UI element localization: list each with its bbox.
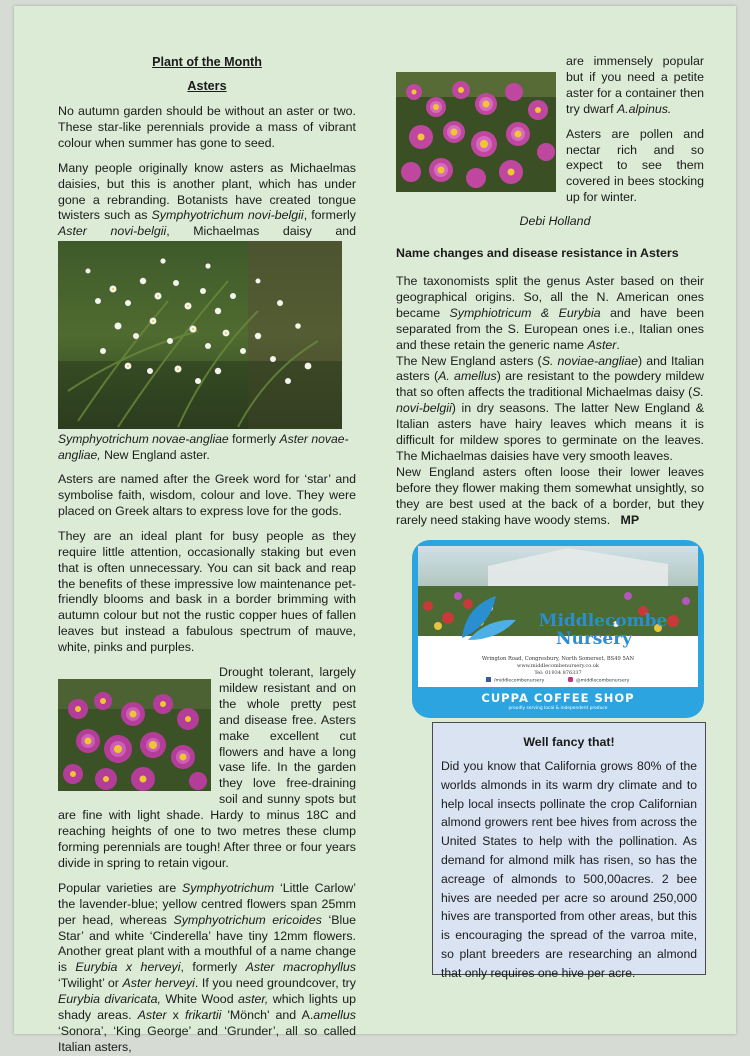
nursery-website: www.middlecombenursery.co.uk xyxy=(517,663,599,669)
rebranding-paragraph: Many people originally know asters as Michaelmas daisies, but this is another plant, which has under gone a rebranding. Botanists have created tongue twisters such as Symphyotrichum novi-belgii, formerly Aster novi-belgii, Michaelmas daisy and xyxy=(58,160,356,239)
nursery-advert-inner xyxy=(418,546,698,712)
pink-aster-photo xyxy=(396,72,556,192)
nursery-address: Wrington Road, Congresbury, North Somerset, BS49 5AN xyxy=(481,656,635,662)
taxonomy-paragraph: The taxonomists split the genus Aster based on their geographical origins. So, all the N. American ones became Symphiotricum & Eurybia and have been separated from the S. European ones i.e., Italian ones and these retain the generic name Aster. xyxy=(396,273,704,352)
instagram-icon xyxy=(568,677,573,682)
nursery-phone: Tel: 01934 876337 xyxy=(534,670,582,676)
drought-paragraph: Drought tolerant, largely mildew resistant and on the whole pretty pest and disease free. Asters make excellent cut flowers and have a long vase life. In the garden they love free-draining soil and sunny spots but are fine with light shade. Hardy to minus 18C and reaching heights of one to two metres these clump forming perennials are tough! After three or four years divide in spring to retain vigour. xyxy=(58,665,356,870)
instagram-handle: @middlecombenursery xyxy=(576,678,630,684)
coffee-shop-tagline: proudly serving local & independent produce xyxy=(508,706,608,711)
purple-aster-photo xyxy=(58,679,211,791)
nursery-name-line1: Middlecombe xyxy=(538,611,668,631)
section-title: Plant of the Month xyxy=(152,55,262,69)
right-column xyxy=(396,54,704,528)
intro-paragraph: No autumn garden should be without an aster or two. These star-like perennials provide a mass of vibrant colour when summer has gone to seed. xyxy=(58,104,356,150)
pollen-paragraph: Asters are pollen and nectar rich and so expect to see them covered in bees stocking up for winter. xyxy=(566,126,704,205)
leaves-paragraph: New England asters often loose their lower leaves before they flower making them somewhat unsightly, so they are best used at the back of a border, but they rarely need staking have woody stems. MP xyxy=(396,464,704,527)
author-name: Debi Holland xyxy=(519,214,591,229)
newsletter-page xyxy=(14,6,736,1054)
fact-box-body: Did you know that California grows 80% of the worlds almonds in its warm dry climate and to help local insects pollinate the crop Californian almond growers rent bee hives from across the United States to help with the pollination. As demand for almond milk has risen, so has the acreage of almonds to 500,00acres. 2 bee hives are needed per acre so around 250,000 hives are transported from other areas, but this is encouraging the spread of the varroa mite, so plant breeders are researching an almond that only requires one hive per acre. xyxy=(441,759,697,980)
left-column xyxy=(58,54,356,1056)
busy-people-paragraph: They are an ideal plant for busy people as they require little attention, occasionally staking but even that is often unnecessary. You can sit back and reap the benefits of these impressive low maintenance pet-friendly blooms and bask in a border brimming with autumn colour but not the rustic copper hues of fallen leaves but instead a fabulous spectrum of mauve, white, pinks and purples. xyxy=(58,528,356,655)
nursery-advert xyxy=(412,540,704,718)
fact-box xyxy=(432,722,706,980)
greek-paragraph: Asters are named after the Greek word for ‘star’ and symbolise faith, wisdom, colour and love. They were placed on Greek altars to express love for the gods. xyxy=(58,472,356,518)
resistance-paragraph: The New England asters (S. noviae-angliae) and Italian asters (A. amellus) are resistant to the powdery mildew that so often affects the traditional Michaelmas daisy (S. novi-belgii) in dry seasons. The latter New England & Italian asters have hairy leaves which means it is difficult for mildew spores to germinate on the leaves. The Michaelmas daisies have very smooth leaves. xyxy=(396,353,705,463)
nursery-advert-graphic xyxy=(418,546,698,712)
nursery-name-line2: Nursery xyxy=(555,629,633,649)
plant-name-title: Asters xyxy=(187,79,227,93)
white-aster-caption: Symphyotrichum novae-angliae formerly Aster novae-angliae, New England aster. xyxy=(58,432,349,462)
varieties-paragraph: Popular varieties are Symphyotrichum ‘Little Carlow’ the lavender-blue; yellow centred flowers span 25mm per head, whereas Symphyotrichum ericoides ‘Blue Star’ and white ‘Cinderella’ have tiny 12mm flowers. Another great plant with a mouthful of a name change is Eurybia x herveyi, formerly Aster macrophyllus ‘Twilight’ or Aster herveyi. If you need groundcover, try Eurybia divaricata, White Wood aster, which lights up shady areas. Aster x frikartii 'Mönch' and A.amellus ‘Sonora’, ‘King George’ and ‘Grunder’, all so called Italian asters, xyxy=(58,880,356,1054)
facebook-handle: /middlecombenursery xyxy=(494,678,545,684)
coffee-shop-name: CUPPA COFFEE SHOP xyxy=(481,691,635,705)
white-aster-photo xyxy=(58,241,342,429)
facebook-icon xyxy=(486,677,491,682)
popular-paragraph: are immensely popular but if you need a petite aster for a container then try dwarf A.alpinus. xyxy=(566,54,704,116)
fact-box-heading: Well fancy that! xyxy=(523,735,615,749)
disease-heading: Name changes and disease resistance in Asters xyxy=(396,246,679,261)
